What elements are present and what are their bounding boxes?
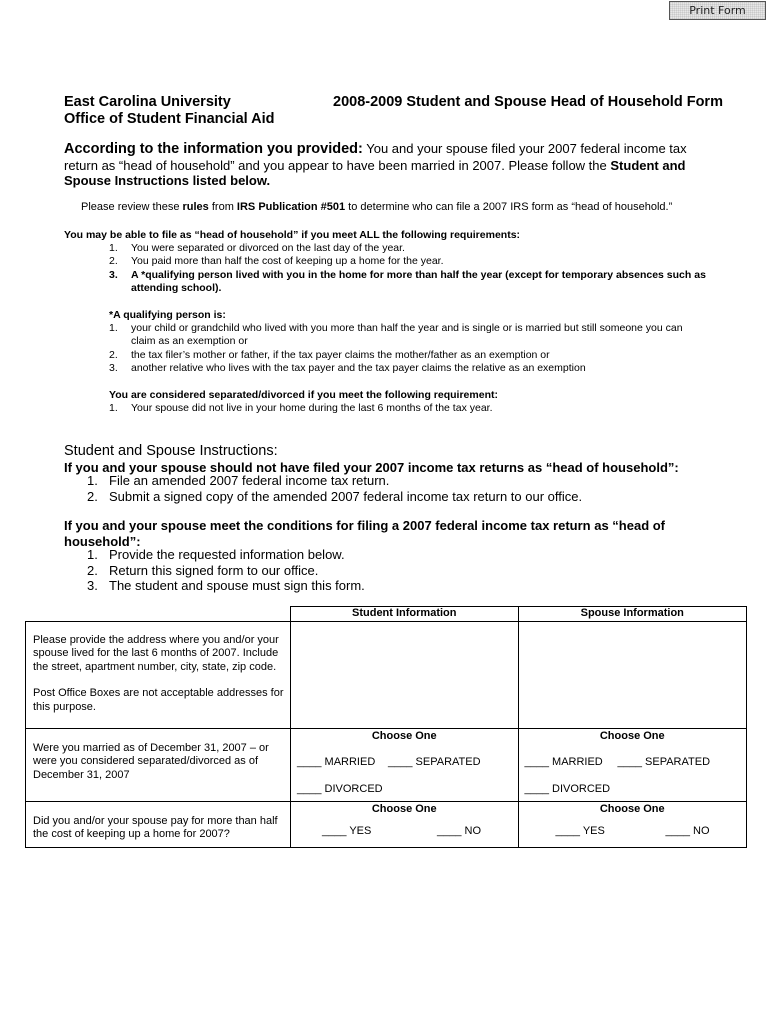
student-no-option[interactable]: ____ NO <box>437 825 482 837</box>
irs-publication-link[interactable]: IRS Publication #501 <box>236 201 346 213</box>
list-item: 1. Your spouse did not live in your home during the last 6 months of the tax year. <box>109 402 493 414</box>
list-item: 3. A *qualifying person lived with you in the home for more than half the year (except for temporary absences such as attending school). <box>109 268 706 295</box>
married-prompt: Were you married as of December 31, 2007 – or were you considered separated/divorced as of December 31, 2007 <box>33 742 269 781</box>
intro-heading: According to the information you provided: <box>64 141 363 157</box>
list-item: 3. another relative who lives with the tax payer and the tax payer claims the relative as an exemption <box>109 362 586 375</box>
spouse-yes-option[interactable]: ____ YES <box>555 825 605 837</box>
student-address-field[interactable] <box>291 622 518 729</box>
requirements-list <box>109 242 709 296</box>
review-pre: Please review these <box>81 201 183 213</box>
org-office: Office of Student Financial Aid <box>64 111 275 127</box>
separated-list <box>109 402 709 415</box>
print-form-button[interactable]: Print Form <box>669 1 766 20</box>
student-separated-option[interactable]: ____ SEPARATED <box>388 756 481 768</box>
cost-prompt: Did you and/or your spouse pay for more than half the cost of keeping up a home for 2007? <box>33 815 278 841</box>
address-prompt: Please provide the address where you and/or your spouse lived for the last 6 months of 2007. Include the street, apartment number, city, state, zip code. <box>33 634 279 673</box>
case1-heading: If you and your spouse should not have filed your 2007 income tax returns as “head of household”: <box>64 460 679 475</box>
student-info-header: Student Information <box>291 607 518 622</box>
spouse-divorced-option[interactable]: ____ DIVORCED <box>524 783 611 795</box>
list-item: 1. your child or grandchild who lived with you more than half the year and is single or is married but still someone you can claim as an exemption or <box>109 322 683 348</box>
spouse-married-option[interactable]: ____ MARRIED <box>524 756 603 768</box>
student-cost-cell <box>291 802 518 848</box>
org-name: East Carolina University <box>64 94 231 110</box>
case2-list <box>87 547 707 594</box>
spouse-separated-option[interactable]: ____ SEPARATED <box>617 756 711 768</box>
list-item: 1. File an amended 2007 federal income tax return. <box>87 473 390 488</box>
review-mid: from <box>208 201 237 213</box>
spouse-address-field[interactable] <box>518 622 747 729</box>
qualifying-heading: *A qualifying person is: <box>109 309 226 321</box>
spouse-marital-cell <box>518 729 747 802</box>
intro-paragraph <box>64 141 704 189</box>
choose-one-label: Choose One <box>599 730 665 742</box>
intro-bold-tail: Student and Spouse Instructions listed below. <box>64 157 686 188</box>
requirements-heading: You may be able to file as “head of household” if you meet ALL the following requirements: <box>64 229 521 241</box>
list-item: 1. You were separated or divorced on the last day of the year. <box>109 242 405 254</box>
separated-heading: You are considered separated/divorced if you meet the following requirement: <box>109 389 498 401</box>
qualifying-list <box>109 322 709 376</box>
student-yes-option[interactable]: ____ YES <box>322 825 372 837</box>
list-item: 1. Provide the requested information below. <box>87 547 345 562</box>
list-item: 3. The student and spouse must sign this form. <box>87 578 365 593</box>
student-divorced-option[interactable]: ____ DIVORCED <box>297 783 383 795</box>
review-note <box>81 201 741 214</box>
choose-one-label: Choose One <box>371 730 437 742</box>
married-prompt-cell <box>26 729 291 802</box>
choose-one-label: Choose One <box>599 803 665 815</box>
info-table <box>25 606 747 848</box>
list-item: 2. Submit a signed copy of the amended 2007 federal income tax return to our office. <box>87 488 583 504</box>
student-marital-cell <box>291 729 518 802</box>
list-item: 2. the tax filer’s mother or father, if the tax payer claims the mother/father as an exemption or <box>109 348 550 361</box>
choose-one-label: Choose One <box>371 803 437 815</box>
list-item: 2. You paid more than half the cost of keeping up a home for the year. <box>109 255 444 268</box>
intro-text: You and your spouse filed your 2007 federal income tax return as “head of household” and you appear to have been married in 2007. Please follow the <box>64 141 687 173</box>
review-post: to determine who can file a 2007 IRS form as “head of household.” <box>345 201 673 213</box>
spouse-cost-cell <box>518 802 747 848</box>
po-box-note: Post Office Boxes are not acceptable addresses for this purpose. <box>33 687 284 713</box>
form-title: 2008-2009 Student and Spouse Head of Household Form <box>333 94 723 110</box>
rules-link[interactable]: rules <box>182 201 209 213</box>
list-item: 2. Return this signed form to our office. <box>87 562 319 578</box>
student-married-option[interactable]: ____ MARRIED <box>297 756 376 768</box>
cost-prompt-cell <box>26 802 291 848</box>
spouse-info-header: Spouse Information <box>518 607 747 622</box>
address-prompt-cell <box>26 622 291 729</box>
table-corner <box>26 607 291 622</box>
spouse-no-option[interactable]: ____ NO <box>665 825 710 837</box>
instructions-heading: Student and Spouse Instructions: <box>64 443 278 459</box>
case1-list <box>87 473 707 504</box>
case2-heading: If you and your spouse meet the conditions for filing a 2007 federal income tax return as “head of household”: <box>64 518 666 549</box>
